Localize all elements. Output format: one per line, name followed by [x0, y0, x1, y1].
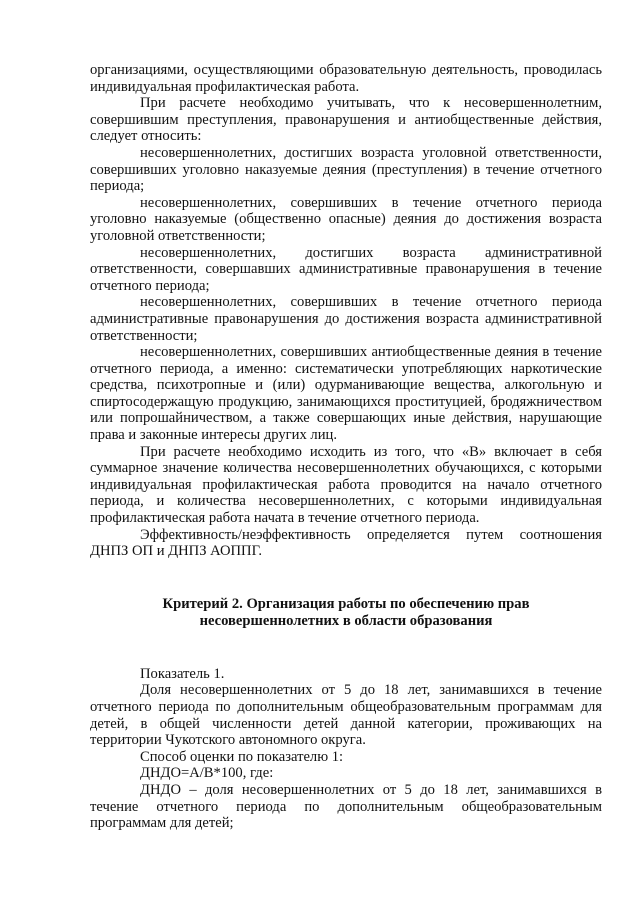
paragraph: несовершеннолетних, достигших возраста административной ответственности, совершавших административные правонарушения в течение отчетного периода;	[90, 244, 602, 294]
paragraph: Доля несовершеннолетних от 5 до 18 лет, занимавшихся в течение отчетного периода по дополнительным общеобразовательным программам для детей, в общей численности детей данной категории, проживающих на территории Чукотского автономного округа.	[90, 682, 602, 749]
paragraph: несовершеннолетних, совершивших антиобщественные деяния в течение отчетного периода, а именно: систематически употребляющих наркотические средства, психотропные и (или) одурманивающие вещества, алкогольную и спиртосодержащую продукцию, занимающихся проституцией, бродяжничеством или попрошайничеством, а также совершающих иные действия, нарушающие права и законные интересы других лиц.	[90, 344, 602, 444]
paragraph: Показатель 1.	[140, 665, 225, 682]
top-section	[90, 62, 602, 560]
heading-line: Критерий 2. Организация работы по обеспечению прав	[162, 595, 530, 612]
paragraph: ДНДО – доля несовершеннолетних от 5 до 18 лет, занимавшихся в течение отчетного периода по дополнительным общеобразовательным программам для детей;	[90, 781, 602, 832]
paragraph: организациями, осуществляющими образовательную деятельность, проводилась индивидуальная профилактическая работа.	[90, 62, 602, 95]
paragraph: Способ оценки по показателю 1:	[140, 748, 344, 765]
section-heading	[90, 596, 602, 630]
paragraph: несовершеннолетних, достигших возраста уголовной ответственности, совершивших уголовно наказуемые деяния (преступления) в течение отчетного периода;	[90, 144, 602, 195]
paragraph: При расчете необходимо исходить из того, что «B» включает в себя суммарное значение количества несовершеннолетних обучающихся, с которыми индивидуальная профилактическая работа проводится на начало отчетного периода, и количества несовершеннолетних, с которыми индивидуальная профилактическая работа начата в течение отчетного периода.	[90, 443, 602, 527]
paragraph: Эффективность/неэффективность определяется путем соотношения ДНПЗ ОП и ДНПЗ АОППГ.	[90, 526, 602, 560]
paragraph: ДНДО=А/В*100, где:	[140, 765, 274, 782]
paragraph: несовершеннолетних, совершивших в течение отчетного периода уголовно наказуемые (общественно опасные) деяния до достижения возраста уголовной ответственности;	[90, 194, 602, 244]
bottom-section	[90, 666, 602, 832]
heading-line: несовершеннолетних в области образования	[199, 612, 493, 629]
paragraph: несовершеннолетних, совершивших в течение отчетного периода административные правонарушения до достижения возраста административной ответственности;	[90, 294, 602, 344]
paragraph: При расчете необходимо учитывать, что к несовершеннолетним, совершившим преступления, правонарушения и антиобщественные действия, следует относить:	[90, 95, 602, 145]
document-page	[90, 62, 602, 832]
